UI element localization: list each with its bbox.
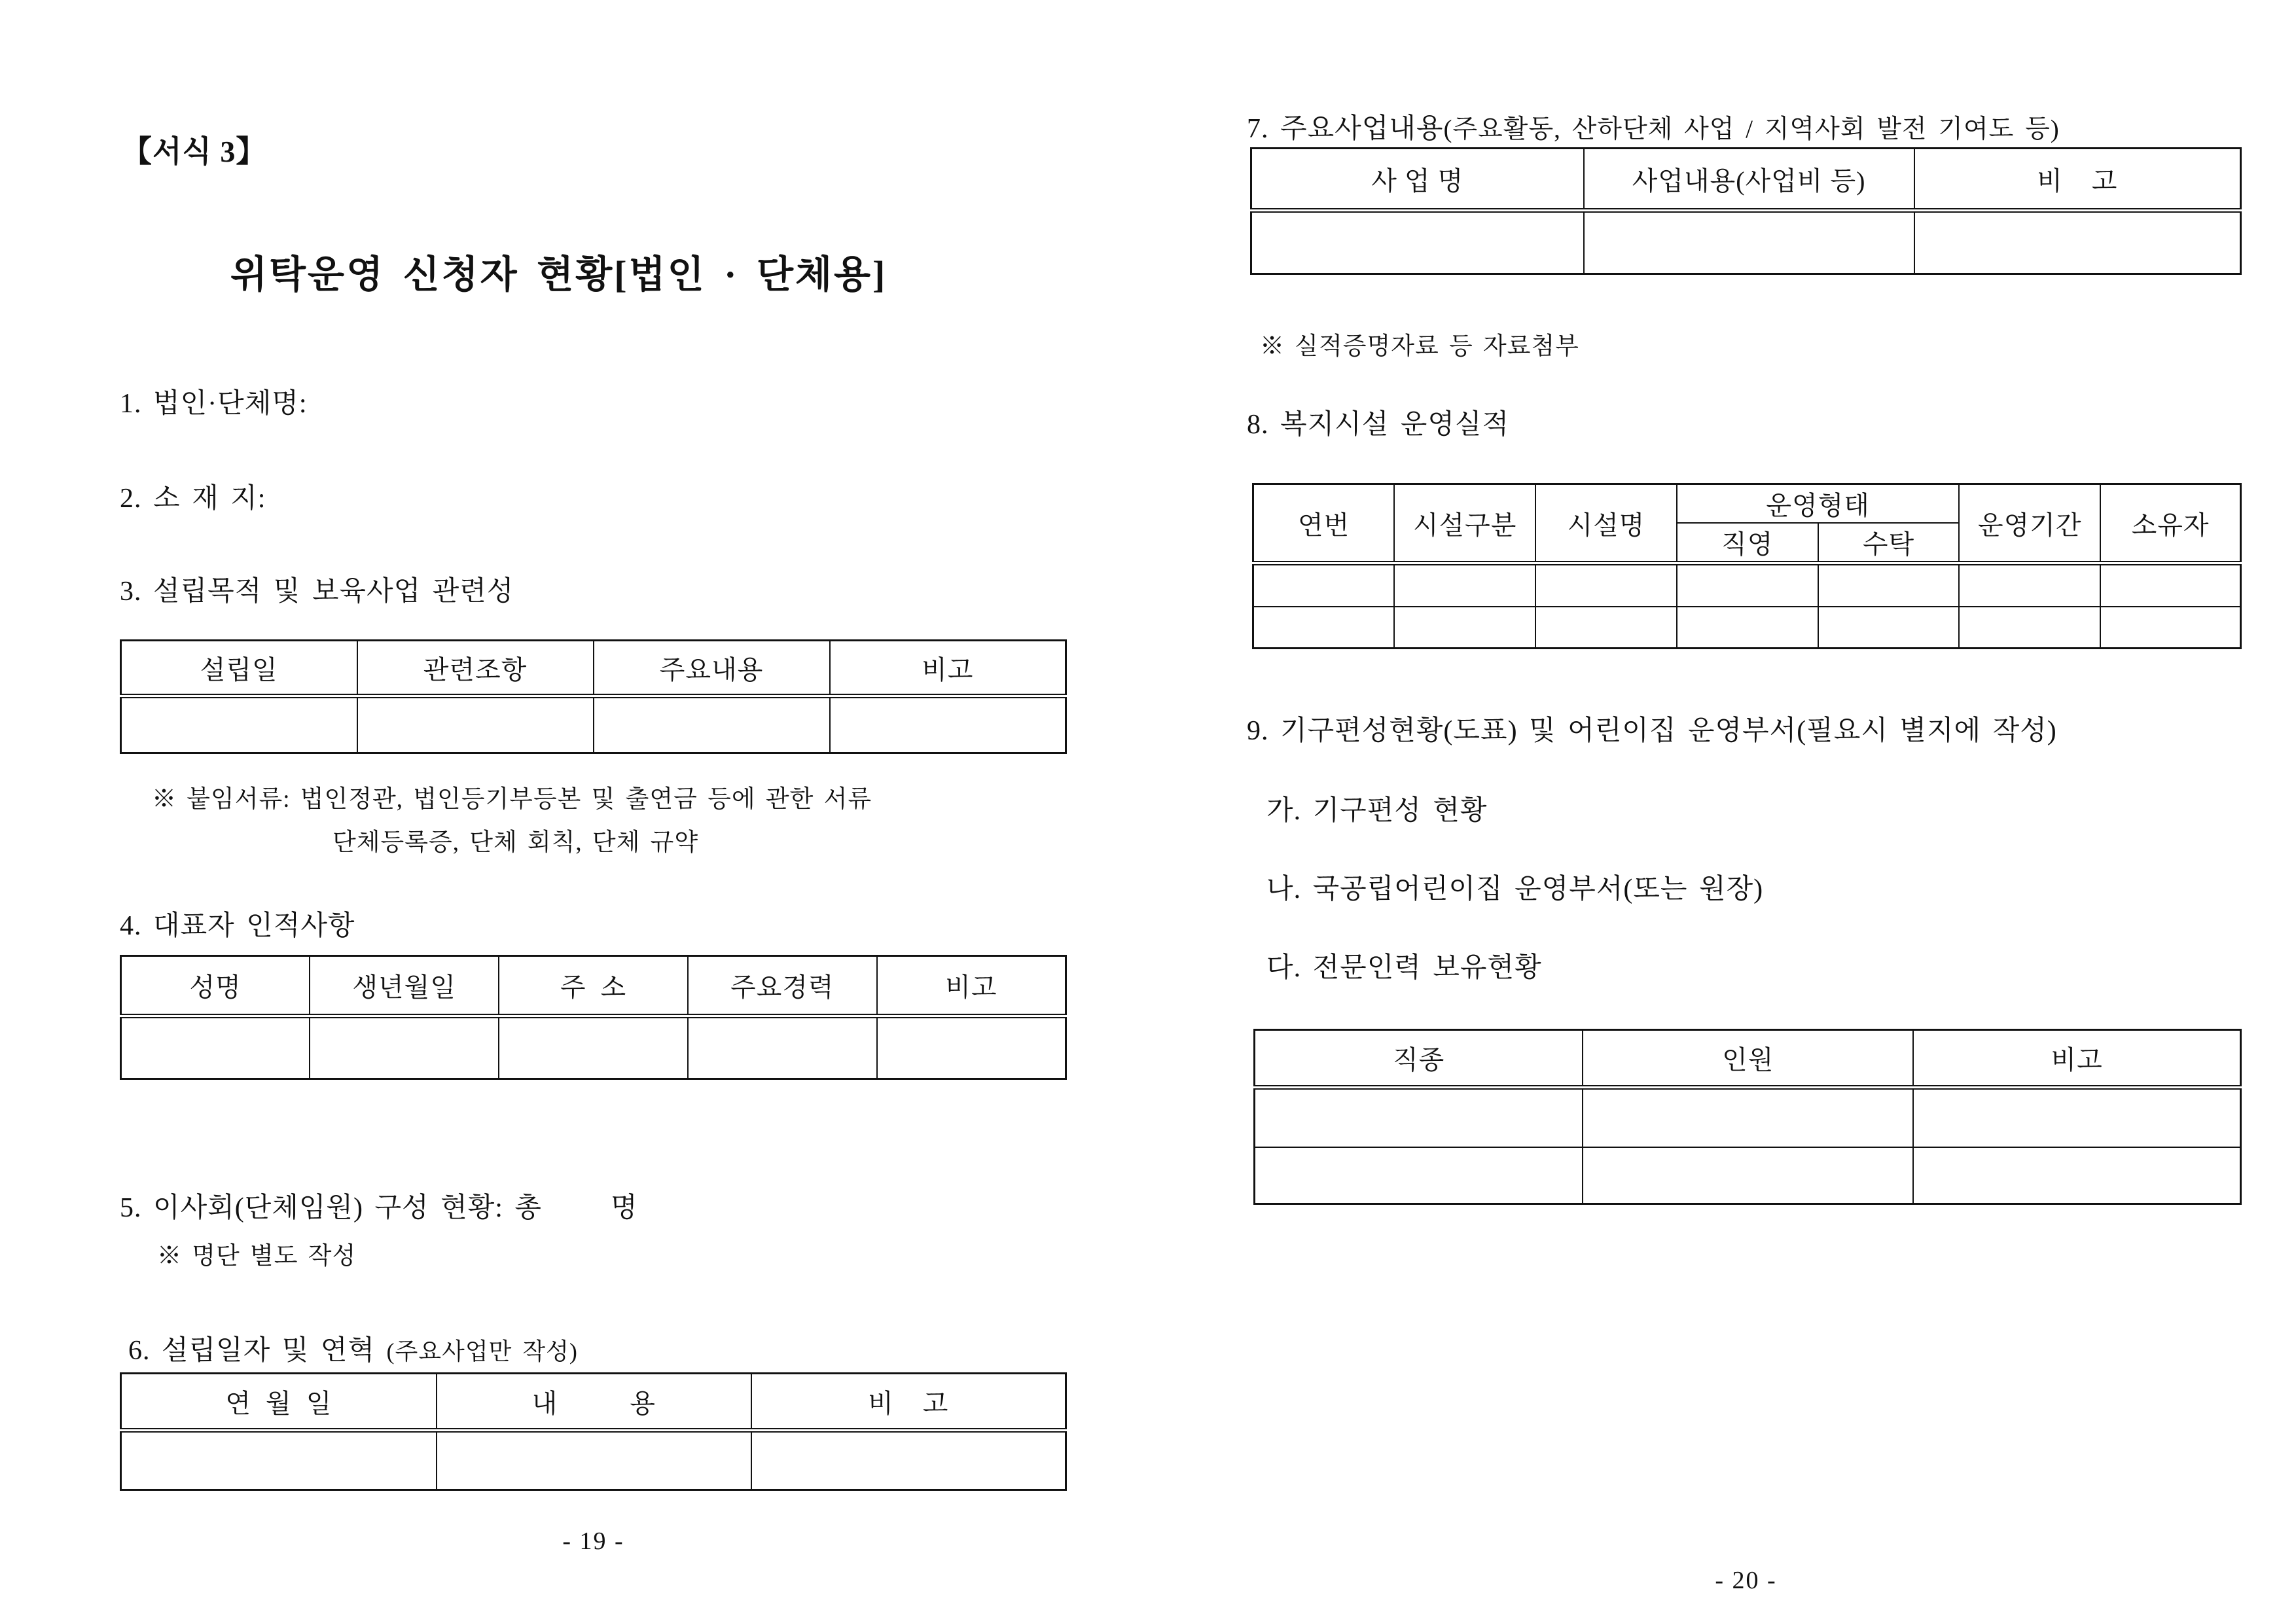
- empty-cell: [357, 696, 594, 753]
- col-header-serial: 연번: [1253, 484, 1395, 563]
- empty-cell: [1583, 1088, 1913, 1147]
- empty-cell: [1913, 1088, 2240, 1147]
- table-row: [1251, 211, 2241, 274]
- item-location: 2. 소 재 지:: [120, 484, 266, 514]
- empty-cell: [877, 1016, 1066, 1079]
- col-header-establish-date: 설립일: [121, 641, 357, 696]
- note-attachments-line2: 단체등록증, 단체 회칙, 단체 규약: [332, 829, 699, 856]
- col-header-address: 주 소: [499, 956, 688, 1016]
- empty-cell: [121, 696, 357, 753]
- note-attachments-line1: ※ 붙임서류: 법인정관, 법인등기부등본 및 출연금 등에 관한 서류: [152, 786, 872, 813]
- item-main-business-label: 7. 주요사업내용: [1247, 114, 1444, 144]
- item-establishment-purpose: 3. 설립목적 및 보육사업 관련성: [120, 577, 514, 607]
- empty-cell: [2100, 607, 2240, 649]
- col-header-facility-type: 시설구분: [1394, 484, 1535, 563]
- item-main-business: [1247, 107, 2060, 146]
- item-establishment-history-label: 6. 설립일자 및 연혁: [128, 1336, 387, 1366]
- empty-cell: [1394, 607, 1535, 649]
- item-welfare-facility-record: 8. 복지시설 운영실적: [1247, 410, 1510, 440]
- col-header-remarks: 비 고: [1914, 149, 2241, 211]
- empty-cell: [310, 1016, 499, 1079]
- col-header-date: 연 월 일: [121, 1374, 437, 1431]
- empty-cell: [1959, 563, 2100, 607]
- empty-cell: [1818, 563, 1960, 607]
- empty-cell: [121, 1431, 437, 1490]
- page-title: 위탁운영 신청자 현황[법인 · 단체용]: [230, 253, 888, 296]
- empty-cell: [499, 1016, 688, 1079]
- item-main-business-note: (주요활동, 산하단체 사업 / 지역사회 발전 기여도 등): [1443, 115, 2060, 143]
- col-header-remarks: 비 고: [751, 1374, 1066, 1431]
- item-corporation-name: 1. 법인·단체명:: [120, 389, 308, 419]
- empty-cell: [1818, 607, 1960, 649]
- empty-cell: [594, 696, 830, 753]
- note-proof-attachment: ※ 실적증명자료 등 자료첨부: [1260, 333, 1579, 360]
- col-header-name: 성명: [121, 956, 310, 1016]
- col-header-direct-operation: 직영: [1677, 523, 1818, 563]
- empty-cell: [437, 1431, 751, 1490]
- col-header-project-content: 사업내용(사업비 등): [1584, 149, 1914, 211]
- empty-cell: [1255, 1088, 1583, 1147]
- table-establishment: [120, 639, 1067, 754]
- subitem-operation-department: 나. 국공립어린이집 운영부서(또는 원장): [1266, 874, 1764, 904]
- empty-cell: [1255, 1147, 1583, 1204]
- empty-cell: [1253, 607, 1395, 649]
- col-header-facility-name: 시설명: [1535, 484, 1677, 563]
- empty-cell: [1584, 211, 1914, 274]
- empty-cell: [1913, 1147, 2240, 1204]
- item-organization-structure: 9. 기구편성현황(도표) 및 어린이집 운영부서(필요시 별지에 작성): [1247, 716, 2057, 746]
- empty-cell: [121, 1016, 310, 1079]
- table-projects: [1250, 147, 2242, 275]
- note-separate-list: ※ 명단 별도 작성: [157, 1243, 357, 1270]
- col-header-job-type: 직종: [1255, 1030, 1583, 1088]
- table-row: [121, 696, 1066, 753]
- col-header-related-article: 관련조항: [357, 641, 594, 696]
- table-row: [121, 1016, 1066, 1079]
- subitem-professional-staff: 다. 전문인력 보유현황: [1266, 953, 1542, 983]
- col-header-main-content: 주요내용: [594, 641, 830, 696]
- empty-cell: [751, 1431, 1066, 1490]
- page-number-19: - 19 -: [562, 1527, 624, 1555]
- col-header-operation-type: 운영형태: [1677, 484, 1960, 524]
- empty-cell: [1535, 563, 1677, 607]
- table-personnel: [1253, 1029, 2242, 1205]
- empty-cell: [1677, 607, 1818, 649]
- col-header-owner: 소유자: [2100, 484, 2240, 563]
- col-header-birthdate: 생년월일: [310, 956, 499, 1016]
- item-establishment-history-note: (주요사업만 작성): [386, 1338, 578, 1364]
- col-header-headcount: 인원: [1583, 1030, 1913, 1088]
- col-header-operation-period: 운영기간: [1959, 484, 2100, 563]
- item-representative-info: 4. 대표자 인적사항: [120, 911, 355, 941]
- empty-cell: [1394, 563, 1535, 607]
- empty-cell: [1535, 607, 1677, 649]
- table-history: [120, 1372, 1067, 1491]
- subitem-organization-status: 가. 기구편성 현황: [1266, 796, 1488, 826]
- empty-cell: [688, 1016, 877, 1079]
- col-header-content: 내 용: [437, 1374, 751, 1431]
- empty-cell: [1251, 211, 1584, 274]
- empty-cell: [830, 696, 1066, 753]
- table-row: [1253, 607, 2241, 649]
- empty-cell: [1677, 563, 1818, 607]
- form-number-label: 【서식 3】: [122, 135, 267, 168]
- table-row: [1255, 1088, 2241, 1147]
- empty-cell: [1253, 563, 1395, 607]
- table-row: [121, 1431, 1066, 1490]
- item-board-composition: 5. 이사회(단체임원) 구성 현황: 총 명: [120, 1193, 638, 1223]
- table-row: [1255, 1147, 2241, 1204]
- empty-cell: [2100, 563, 2240, 607]
- empty-cell: [1914, 211, 2241, 274]
- empty-cell: [1959, 607, 2100, 649]
- table-row: [1253, 563, 2241, 607]
- page-number-20: - 20 -: [1715, 1567, 1777, 1594]
- empty-cell: [1583, 1147, 1913, 1204]
- col-header-career: 주요경력: [688, 956, 877, 1016]
- col-header-entrusted-operation: 수탁: [1818, 523, 1960, 563]
- item-establishment-history: [128, 1329, 578, 1368]
- col-header-remarks: 비고: [877, 956, 1066, 1016]
- col-header-project-name: 사 업 명: [1251, 149, 1584, 211]
- table-representative: [120, 955, 1067, 1080]
- col-header-remarks: 비고: [830, 641, 1066, 696]
- table-facilities: [1252, 483, 2242, 649]
- col-header-remarks: 비고: [1913, 1030, 2240, 1088]
